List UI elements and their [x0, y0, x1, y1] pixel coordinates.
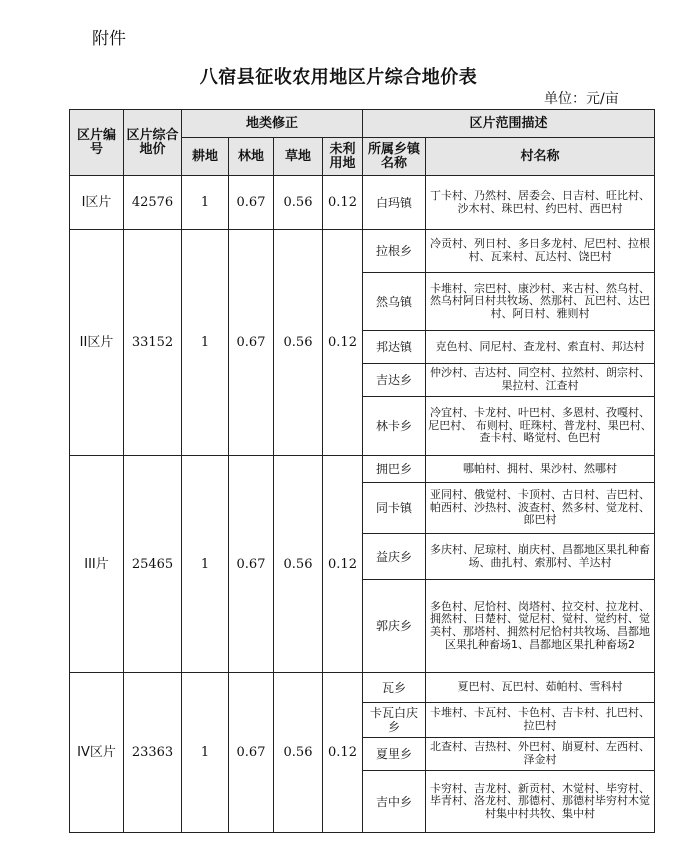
zone-id-cell: III片 [70, 456, 124, 673]
header-villages: 村名称 [426, 138, 655, 176]
villages-cell: 哪帕村、拥村、果沙村、然哪村 [426, 456, 655, 483]
zone-price-cell: 33152 [124, 230, 182, 456]
table-row [70, 673, 655, 703]
header-range-desc: 区片范围描述 [363, 110, 655, 138]
zone-price-cell: 42576 [124, 176, 182, 230]
header-land-correction: 地类修正 [182, 110, 363, 138]
township-cell: 同卡镇 [363, 483, 426, 534]
villages-cell: 北查村、吉热村、外巴村、崩夏村、左西村、泽金村 [426, 738, 655, 771]
villages-cell: 多色村、尼恰村、岗塔村、拉交村、拉龙村、拥然村、日楚村、觉尼村、觉村、觉约村、觉美村、那塔村、拥然村尼恰村共牧场、昌都地区果扎种畜场1、昌都地区果扎种畜场2 [426, 580, 655, 673]
land-price-table [69, 109, 655, 833]
township-cell: 益庆乡 [363, 534, 426, 580]
header-grass: 草地 [274, 138, 323, 176]
header-zone-id: 区片编号 [70, 110, 124, 176]
forest-cell: 0.67 [229, 673, 274, 833]
header-unused: 未利用地 [323, 138, 363, 176]
township-cell: 林卡乡 [363, 397, 426, 456]
township-cell: 郭庆乡 [363, 580, 426, 673]
zone-id-cell: IV区片 [70, 673, 124, 833]
villages-cell: 多庆村、尼琼村、崩庆村、昌都地区果扎种畜场、曲扎村、索那村、羊达村 [426, 534, 655, 580]
villages-cell: 丁卡村、乃然村、居委会、日吉村、旺比村、沙木村、珠巴村、约巴村、西巴村 [426, 176, 655, 230]
township-cell: 邦达镇 [363, 331, 426, 364]
villages-cell: 亚同村、俄觉村、卡顶村、古日村、吉巴村、帕西村、沙热村、波查村、然多村、觉龙村、郎巴村 [426, 483, 655, 534]
page-title: 八宿县征收农用地区片综合地价表 [199, 67, 478, 88]
unused-cell: 0.12 [323, 230, 363, 456]
township-cell: 拥巴乡 [363, 456, 426, 483]
township-cell: 白玛镇 [363, 176, 426, 230]
attachment-label: 附件 [92, 29, 126, 49]
forest-cell: 0.67 [229, 230, 274, 456]
header-township: 所属乡镇名称 [363, 138, 426, 176]
table-row [70, 230, 655, 273]
township-cell: 吉中乡 [363, 771, 426, 833]
zone-price-cell: 25465 [124, 456, 182, 673]
grass-cell: 0.56 [274, 456, 323, 673]
grass-cell: 0.56 [274, 673, 323, 833]
villages-cell: 冷贡村、列日村、多日多龙村、尼巴村、拉根村、瓦来村、瓦达村、饶巴村 [426, 230, 655, 273]
township-cell: 卡瓦白庆乡 [363, 703, 426, 738]
township-cell: 吉达乡 [363, 364, 426, 397]
table-row [70, 456, 655, 483]
township-cell: 然乌镇 [363, 273, 426, 331]
unused-cell: 0.12 [323, 176, 363, 230]
header-zone-price: 区片综合地价 [124, 110, 182, 176]
header-forest: 林地 [229, 138, 274, 176]
table-row [70, 176, 655, 230]
villages-cell: 仲沙村、吉达村、同空村、拉然村、朗宗村、果拉村、江查村 [426, 364, 655, 397]
cultivated-cell: 1 [182, 230, 229, 456]
cultivated-cell: 1 [182, 673, 229, 833]
header-cultivated: 耕地 [182, 138, 229, 176]
cultivated-cell: 1 [182, 176, 229, 230]
grass-cell: 0.56 [274, 176, 323, 230]
unused-cell: 0.12 [323, 673, 363, 833]
villages-cell: 卡穷村、吉龙村、新贡村、木觉村、毕穷村、毕青村、洛龙村、那德村、那德村毕穷村木觉村集中村共牧、集中村 [426, 771, 655, 833]
forest-cell: 0.67 [229, 176, 274, 230]
villages-cell: 克色村、同尼村、查龙村、索直村、邦达村 [426, 331, 655, 364]
villages-cell: 夏巴村、瓦巴村、茹帕村、雪科村 [426, 673, 655, 703]
forest-cell: 0.67 [229, 456, 274, 673]
township-cell: 拉根乡 [363, 230, 426, 273]
township-cell: 瓦乡 [363, 673, 426, 703]
grass-cell: 0.56 [274, 230, 323, 456]
villages-cell: 冷宜村、卡龙村、叶巴村、多恩村、孜嘎村、尼巴村、 布则村、旺珠村、普龙村、果巴村、查卡村、略觉村、色巴村 [426, 397, 655, 456]
villages-cell: 卡堆村、卡瓦村、卡色村、吉卡村、扎巴村、拉巴村 [426, 703, 655, 738]
unused-cell: 0.12 [323, 456, 363, 673]
unit-label: 单位：元/亩 [544, 91, 619, 107]
township-cell: 夏里乡 [363, 738, 426, 771]
zone-price-cell: 23363 [124, 673, 182, 833]
villages-cell: 卡堆村、宗巴村、康沙村、来古村、然乌村、然乌村阿日村共牧场、然那村、瓦巴村、达巴村、阿日村、雅则村 [426, 273, 655, 331]
zone-id-cell: II区片 [70, 230, 124, 456]
zone-id-cell: I区片 [70, 176, 124, 230]
cultivated-cell: 1 [182, 456, 229, 673]
